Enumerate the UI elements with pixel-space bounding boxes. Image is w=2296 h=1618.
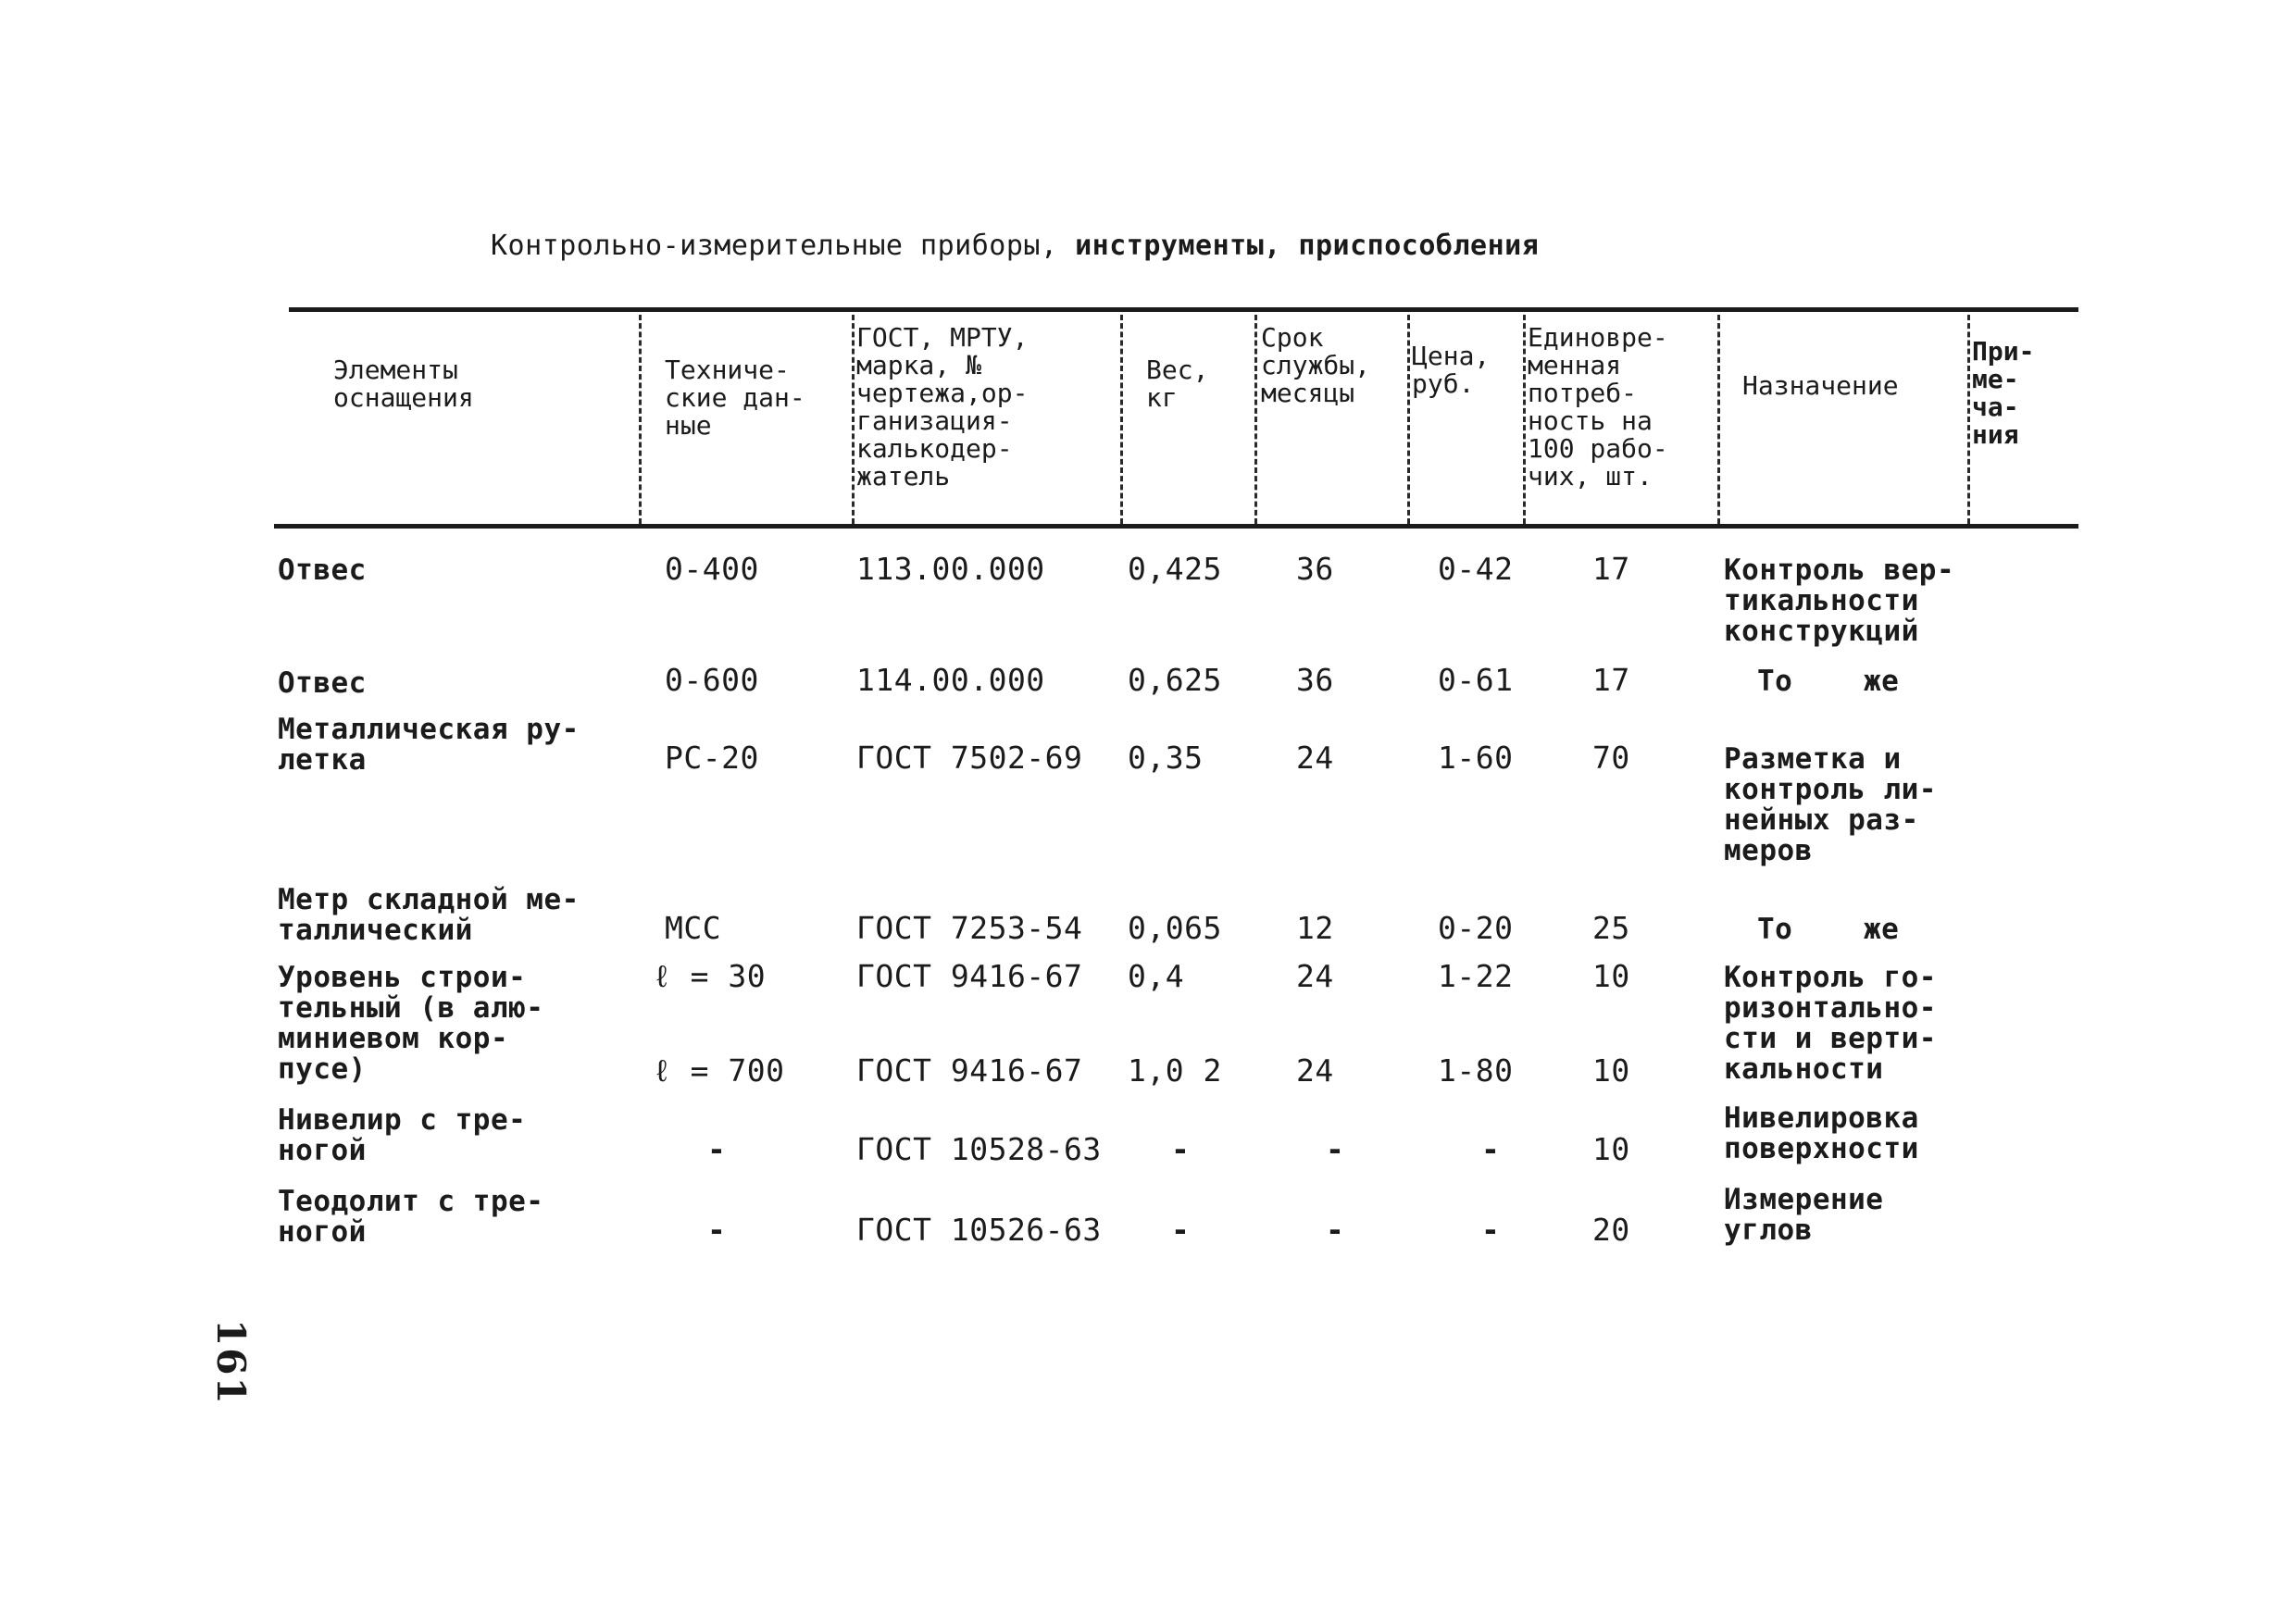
header-weight: Вес, кг — [1146, 355, 1209, 413]
row-3-need: 70 — [1592, 740, 1630, 776]
row-5-tech: ℓ = 30 — [653, 958, 767, 994]
row-1-life: 36 — [1296, 551, 1334, 587]
row-7-gost: ГОСТ 10528-63 — [856, 1131, 1102, 1167]
row-4-life: 12 — [1296, 910, 1334, 946]
row-4-gost: ГОСТ 7253-54 — [856, 910, 1083, 946]
row-1-weight: 0,425 — [1128, 551, 1222, 587]
row-2-need: 17 — [1592, 662, 1630, 698]
row-3-gost: ГОСТ 7502-69 — [856, 740, 1083, 776]
row-2-life: 36 — [1296, 662, 1334, 698]
row-8-need: 20 — [1592, 1212, 1630, 1248]
row-5-need: 10 — [1592, 958, 1630, 994]
row-6-life: 24 — [1296, 1052, 1334, 1089]
row-8-tech: - — [707, 1212, 727, 1248]
row-3-life: 24 — [1296, 740, 1334, 776]
column-separator — [1523, 315, 1526, 524]
column-separator — [852, 315, 855, 524]
header-purpose: Назначение — [1742, 370, 1899, 401]
row-7-need: 10 — [1592, 1131, 1630, 1167]
row-5-purpose: Контроль го- ризонтально- сти и верти- кальности — [1724, 961, 1937, 1086]
row-4-weight: 0,065 — [1128, 910, 1222, 946]
column-separator — [1967, 315, 1970, 524]
row-7-tech: - — [707, 1131, 727, 1167]
header-need: Единовре- менная потреб- ность на 100 рабо- чих, шт. — [1528, 322, 1668, 492]
row-6-tech: ℓ = 700 — [653, 1052, 785, 1089]
row-7-price: - — [1481, 1131, 1501, 1167]
column-separator — [1407, 315, 1410, 524]
header-service-life: Срок службы, месяцы — [1261, 322, 1371, 408]
header-notes: При- ме- ча- ния — [1972, 336, 2035, 450]
row-1-purpose: Контроль вер- тикальности конструкций — [1724, 554, 1955, 648]
row-1-element: Отвес — [278, 554, 367, 587]
row-3-weight: 0,35 — [1128, 740, 1204, 776]
row-4-tech: МСС — [665, 910, 722, 946]
table-title-part1: Контрольно-измерительные приборы, — [491, 230, 1076, 262]
header-elements: Элементы оснащения — [333, 355, 474, 413]
row-8-element: Теодолит с тре- ногой — [278, 1185, 544, 1249]
row-2-element: Отвес — [278, 666, 367, 700]
row-2-tech: 0-600 — [665, 662, 759, 698]
row-6-price: 1-80 — [1438, 1052, 1514, 1089]
row-8-weight: - — [1171, 1212, 1191, 1248]
row-5-price: 1-22 — [1438, 958, 1514, 994]
table-top-rule — [289, 307, 2078, 312]
row-1-tech: 0-400 — [665, 551, 759, 587]
row-3-element: Металлическая ру- летка — [278, 713, 580, 777]
header-gost: ГОСТ, МРТУ, марка, № чертежа,ор- ганизация- калькодер- жатель — [856, 322, 1029, 492]
row-2-gost: 114.00.000 — [856, 662, 1045, 698]
row-4-purpose: То же — [1757, 913, 1900, 946]
row-7-purpose: Нивелировка поверхности — [1724, 1101, 1919, 1165]
row-5-weight: 0,4 — [1128, 958, 1185, 994]
row-5-element: Уровень строи- тельный (в алю- миниевом кор- пусе) — [278, 961, 544, 1086]
row-1-price: 0-42 — [1438, 551, 1514, 587]
page-number: 161 — [208, 1319, 254, 1406]
column-separator — [1717, 315, 1720, 524]
row-2-price: 0-61 — [1438, 662, 1514, 698]
column-separator — [1120, 315, 1123, 524]
header-tech-data: Техниче- ские дан- ные — [665, 355, 805, 441]
header-price: Цена, руб. — [1412, 341, 1491, 399]
row-8-price: - — [1481, 1212, 1501, 1248]
row-4-need: 25 — [1592, 910, 1630, 946]
row-5-gost: ГОСТ 9416-67 — [856, 958, 1083, 994]
row-2-purpose: То же — [1757, 665, 1900, 698]
row-7-life: - — [1326, 1131, 1345, 1167]
row-1-need: 17 — [1592, 551, 1630, 587]
row-4-element: Метр складной ме- таллический — [278, 883, 580, 947]
table-title — [491, 228, 1694, 265]
row-8-purpose: Измерение углов — [1724, 1183, 1884, 1247]
row-3-tech: РС-20 — [665, 740, 759, 776]
row-1-gost: 113.00.000 — [856, 551, 1045, 587]
row-6-gost: ГОСТ 9416-67 — [856, 1052, 1083, 1089]
column-separator — [1254, 315, 1257, 524]
row-5-life: 24 — [1296, 958, 1334, 994]
row-8-gost: ГОСТ 10526-63 — [856, 1212, 1102, 1248]
row-2-weight: 0,625 — [1128, 662, 1222, 698]
header-bottom-rule — [274, 524, 2078, 529]
row-6-need: 10 — [1592, 1052, 1630, 1089]
row-7-weight: - — [1171, 1131, 1191, 1167]
row-7-element: Нивелир с тре- ногой — [278, 1103, 527, 1167]
row-6-weight: 1,0 2 — [1128, 1052, 1222, 1089]
row-3-price: 1-60 — [1438, 740, 1514, 776]
row-8-life: - — [1326, 1212, 1345, 1248]
table-title-part2: инструменты, приспособления — [1075, 230, 1540, 262]
row-4-price: 0-20 — [1438, 910, 1514, 946]
row-3-purpose: Разметка и контроль ли- нейных раз- меров — [1724, 742, 1937, 867]
column-separator — [639, 315, 642, 524]
